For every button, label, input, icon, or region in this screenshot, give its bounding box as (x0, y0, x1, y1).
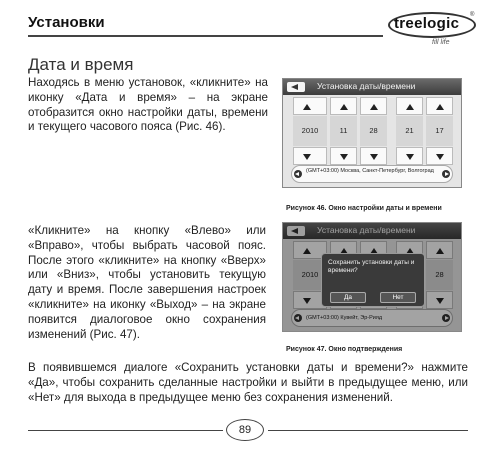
up-arrow-button[interactable] (396, 97, 423, 115)
year-value: 2010 (293, 116, 327, 146)
timezone-text: (GMT+03:00) Москва, Санкт-Петербург, Волгоград (306, 168, 434, 174)
logo-trademark: ® (470, 12, 475, 18)
year-column (293, 97, 327, 165)
header-divider (28, 35, 383, 37)
day-column (360, 97, 387, 165)
section-title: Дата и время (28, 55, 134, 74)
down-arrow-button[interactable] (330, 147, 357, 165)
left-arrow-button[interactable] (294, 170, 302, 178)
down-arrow-button[interactable] (293, 147, 327, 165)
yes-button[interactable]: Да (330, 292, 366, 303)
no-button[interactable]: Нет (380, 292, 416, 303)
dialog-message: Сохранить установки даты и времени? (328, 259, 415, 274)
day-value: 28 (360, 116, 387, 146)
logo-tagline: fill life (432, 39, 450, 46)
timezone-selector (291, 165, 453, 183)
minute-column (426, 97, 453, 165)
down-arrow-button[interactable] (396, 147, 423, 165)
footer-divider-right (268, 430, 468, 431)
year-value: 2010 (293, 260, 327, 290)
minute-value: 28 (426, 260, 453, 290)
month-column (330, 97, 357, 165)
timezone-text: (GMT+03:00) Кувейт, Эр-Рияд (306, 315, 383, 321)
figure-47-caption: Рисунок 47. Окно подтверждения (286, 346, 403, 353)
down-arrow-button[interactable] (360, 147, 387, 165)
back-button[interactable] (287, 82, 305, 92)
figure-46-caption: Рисунок 46. Окно настройки даты и времени (286, 205, 442, 212)
right-arrow-button[interactable] (442, 170, 450, 178)
hour-value: 21 (396, 116, 423, 146)
logo-text: treelogic (394, 15, 460, 32)
up-arrow-button[interactable] (360, 97, 387, 115)
paragraph-3: В появившемся диалоге «Сохранить установки даты и времени?» нажмите «Да», чтобы сохранить сделанные настройки и выйти в предыдущее меню, или «Нет» для выхода в предыдущее меню без сохранения изменений. (28, 361, 468, 404)
footer-divider-left (28, 430, 223, 431)
up-arrow-button[interactable] (293, 97, 327, 115)
hour-column (396, 97, 423, 165)
screen-title-bar (283, 79, 461, 95)
minute-value: 17 (426, 116, 453, 146)
up-arrow-button[interactable] (330, 97, 357, 115)
screen-title: Установка даты/времени (317, 81, 416, 91)
page-number: 89 (226, 419, 264, 441)
treelogic-logo (388, 12, 482, 52)
figure-47-screen (282, 222, 462, 332)
paragraph-2: «Кликните» на кнопку «Влево» или «Вправо», чтобы выбрать часовой пояс. После этого «кликните» на кнопку «Вверх» или «Вниз», чтобы установить текущую дату и время. После завершения настроек «кликните» на иконку «Выход» – на экране появится диалоговое окно сохранения изменений (Рис. 47). (28, 224, 266, 341)
figure-46-screen (282, 78, 462, 188)
down-arrow-button[interactable] (426, 147, 453, 165)
paragraph-1: Находясь в меню установок, «кликните» на иконку «Дата и время» – на экране отобразится окно настройки даты, времени и текущего часового пояса (Рис. 46). (28, 76, 268, 134)
month-value: 11 (330, 116, 357, 146)
page-header-title: Установки (28, 14, 105, 31)
up-arrow-button[interactable] (426, 97, 453, 115)
save-dialog (321, 253, 425, 307)
screen-title: Установка даты/времени (317, 225, 416, 235)
